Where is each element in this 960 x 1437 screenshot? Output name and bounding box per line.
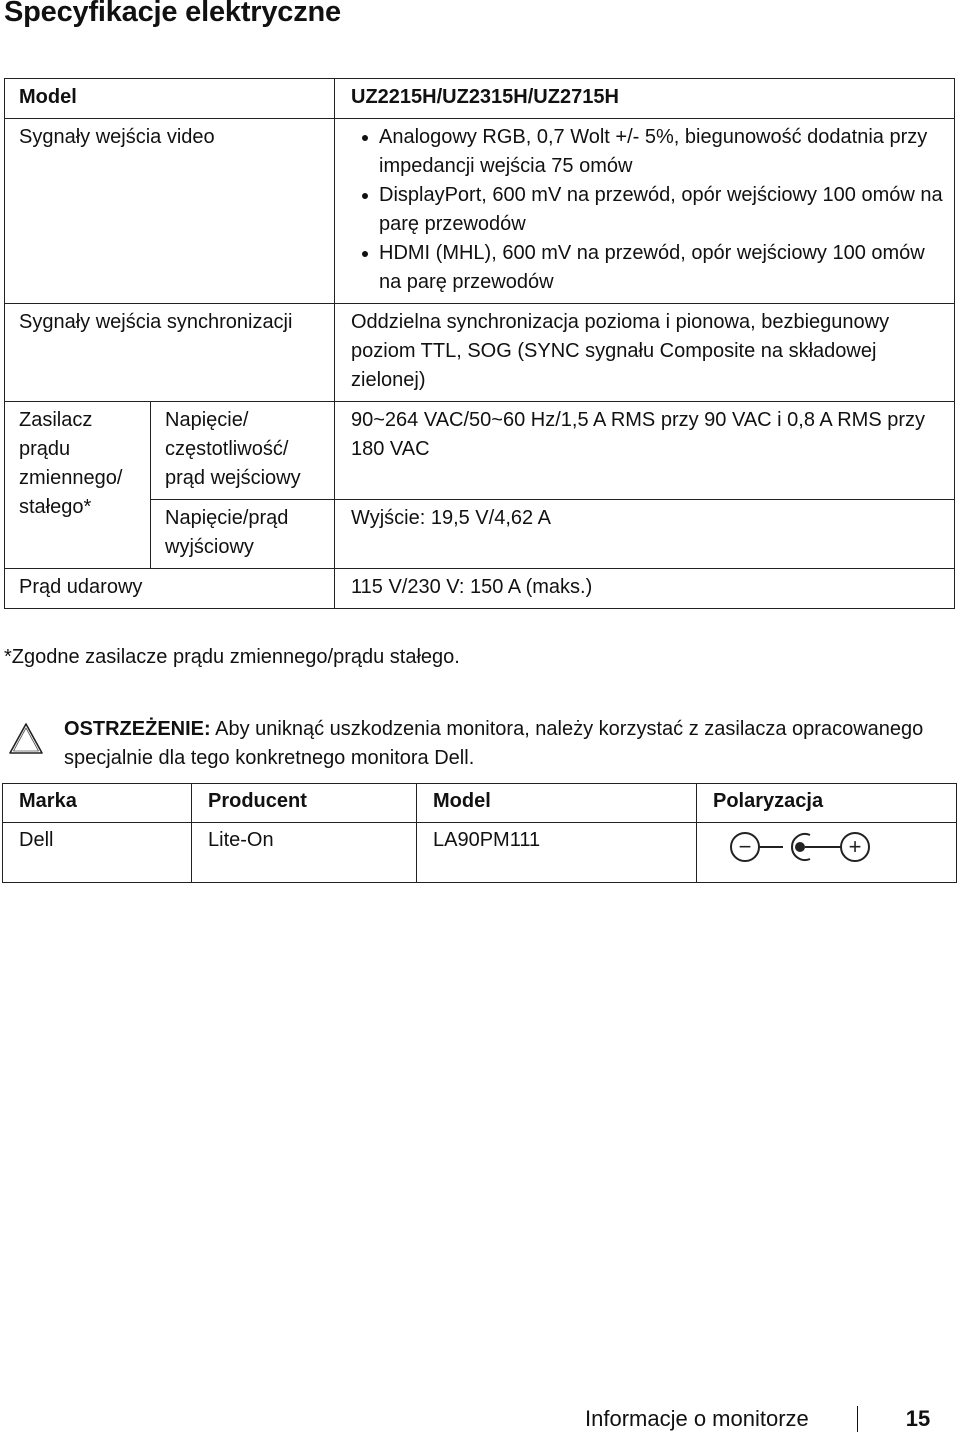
inrush-current-value: 115 V/230 V: 150 A (maks.) [335, 569, 955, 609]
polarity-plus-sign: + [848, 834, 862, 859]
page-number: 15 [905, 1406, 931, 1431]
video-input-label: Sygnały wejścia video [5, 119, 335, 304]
video-input-value [335, 119, 955, 304]
video-input-list [351, 123, 946, 297]
table-row [5, 119, 955, 304]
column-header-brand: Marka [3, 784, 192, 823]
sync-input-label: Sygnały wejścia synchronizacji [5, 304, 335, 402]
output-voltage-label: Napięcie/prąd wyjściowy [151, 500, 335, 569]
warning-text: Aby uniknąć uszkodzenia monitora, należy korzystać z zasilacza opracowanego specjalnie dla tego konkretnego monitora Dell. [64, 718, 924, 769]
page-footer [585, 1404, 955, 1434]
table-header-row [3, 784, 957, 823]
input-voltage-label: Napięcie/ częstotliwość/ prąd wejściowy [151, 402, 335, 500]
power-adapter-table [2, 783, 957, 883]
table-row [5, 304, 955, 402]
ac-adapter-label: Zasilacz prądu zmiennego/ stałego* [5, 402, 151, 569]
inrush-current-label: Prąd udarowy [5, 569, 335, 609]
table-row [3, 823, 957, 883]
model-label: Model [5, 79, 335, 119]
column-header-polarity: Polaryzacja [697, 784, 957, 823]
table-row [5, 79, 955, 119]
list-item: Analogowy RGB, 0,7 Wolt +/- 5%, biegunowość dodatnia przy impedancji wejścia 75 omów [379, 123, 946, 181]
table-row [5, 569, 955, 609]
footnote: *Zgodne zasilacze prądu zmiennego/prądu stałego. [4, 646, 460, 668]
output-voltage-value: Wyjście: 19,5 V/4,62 A [335, 500, 955, 569]
column-header-model: Model [417, 784, 697, 823]
model-cell: LA90PM111 [417, 823, 697, 883]
polarity-minus-sign: − [738, 834, 752, 859]
model-value: UZ2215H/UZ2315H/UZ2715H [335, 79, 955, 119]
list-item: DisplayPort, 600 mV na przewód, opór wejściowy 100 omów na parę przewodów [379, 181, 946, 239]
list-item: HDMI (MHL), 600 mV na przewód, opór wejściowy 100 omów na parę przewodów [379, 239, 946, 297]
footer-section-title: Informacje o monitorze [585, 1406, 809, 1431]
electrical-spec-table [4, 78, 955, 609]
table-row [5, 402, 955, 500]
warning-label: OSTRZEŻENIE: [64, 718, 211, 740]
warning-message [64, 715, 944, 773]
column-header-manufacturer: Producent [192, 784, 417, 823]
page-title: Specyfikacje elektryczne [4, 0, 341, 28]
polarity-center-positive-icon [729, 830, 871, 864]
brand-cell: Dell [3, 823, 192, 883]
manufacturer-cell: Lite-On [192, 823, 417, 883]
sync-input-value: Oddzielna synchronizacja pozioma i pionowa, bezbiegunowy poziom TTL, SOG (SYNC sygnału Composite na składowej zielonej) [335, 304, 955, 402]
warning-triangle-icon [8, 722, 44, 756]
footer-divider [857, 1406, 858, 1432]
input-voltage-value: 90~264 VAC/50~60 Hz/1,5 A RMS przy 90 VAC i 0,8 A RMS przy 180 VAC [335, 402, 955, 500]
polarity-cell [697, 823, 957, 883]
